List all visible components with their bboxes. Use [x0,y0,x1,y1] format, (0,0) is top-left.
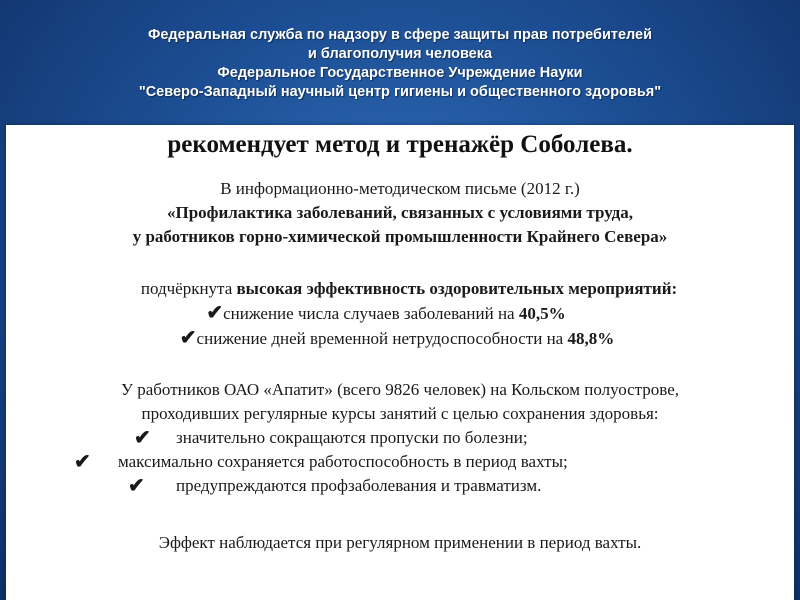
apatit-item [6,474,794,498]
header-line-1: Федеральная служба по надзору в сфере защиты прав потребителей [147,27,653,43]
header-line-4: "Северо-Западный научный центр гигиены и общественного здоровья" [138,84,662,100]
slide-title: рекомендует метод и тренажёр Соболева. [167,131,633,158]
effect-item-value: 48,8% [567,329,615,348]
effectiveness-lead [6,277,794,301]
letter-name-line-1: «Профилактика заболеваний, связанных с условиями труда, [167,203,633,222]
apatit-item [6,450,794,474]
effectiveness-block [6,277,794,351]
effectiveness-lead-bold: высокая эффективность оздоровительных мероприятий: [236,279,678,298]
apatit-block [6,378,794,498]
checkmark-icon: ✔ [206,302,224,324]
organization-header [0,0,800,122]
apatit-item-text: максимально сохраняется работоспособность в период вахты; [118,452,568,471]
effectiveness-lead-plain: подчёркнута [140,279,237,298]
checkmark-icon: ✔ [74,451,91,473]
apatit-item-text: предупреждаются профзаболевания и травматизм. [176,476,542,495]
effect-item-value: 40,5% [518,304,566,323]
header-line-2: и благополучия человека [307,46,493,62]
checkmark-icon: ✔ [134,427,151,449]
apatit-item-text: значительно сокращаются пропуски по болезни; [176,428,528,447]
effect-item [6,326,794,351]
effect-item-text: снижение дней временной нетрудоспособности на [196,329,568,348]
footer-note: Эффект наблюдается при регулярном применении в период вахты. [158,533,642,552]
letter-reference [6,177,794,249]
letter-intro: В информационно-методическом письме (2012 г.) [220,179,580,198]
content-panel [6,125,794,600]
header-line-3: Федеральное Государственное Учреждение Науки [217,65,583,81]
effect-item [6,301,794,326]
apatit-line-1: У работников ОАО «Апатит» (всего 9826 человек) на Кольском полуострове, [120,380,680,399]
checkmark-icon: ✔ [179,327,197,349]
apatit-item [6,426,794,450]
effect-item-text: снижение числа случаев заболеваний на [223,304,519,323]
apatit-line-2: проходивших регулярные курсы занятий с целью сохранения здоровья: [141,404,659,423]
checkmark-icon: ✔ [128,475,145,497]
letter-name-line-2: у работников горно-химической промышленности Крайнего Севера» [132,227,668,246]
